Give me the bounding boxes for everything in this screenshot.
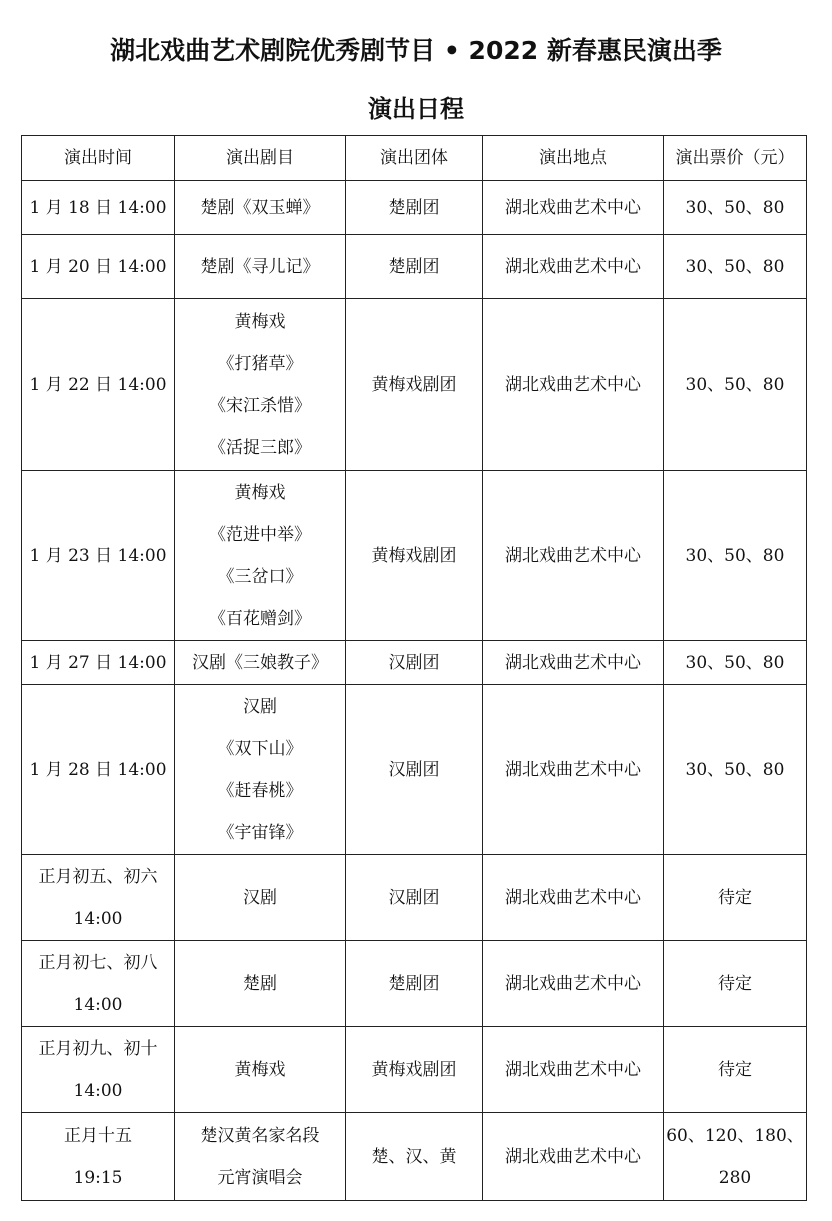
table-row <box>22 235 807 299</box>
cell-price-line: 280 <box>718 1167 752 1188</box>
cell-program-line: 黄梅戏 <box>234 482 286 503</box>
table-row <box>22 941 807 1027</box>
table-header-row <box>22 136 807 181</box>
cell-time-line: 正月初九、初十 <box>38 1038 158 1059</box>
cell-time <box>22 471 175 641</box>
cell-troupe: 楚、汉、黄 <box>346 1113 483 1201</box>
cell-troupe: 楚剧团 <box>346 181 483 235</box>
cell-venue: 湖北戏曲艺术中心 <box>483 1027 664 1113</box>
cell-price <box>664 181 807 235</box>
table-row <box>22 471 807 641</box>
cell-venue: 湖北戏曲艺术中心 <box>483 685 664 855</box>
cell-troupe: 黄梅戏剧团 <box>346 299 483 471</box>
cell-price <box>664 1027 807 1113</box>
cell-price <box>664 1113 807 1201</box>
cell-venue: 湖北戏曲艺术中心 <box>483 641 664 685</box>
cell-price-line: 30、50、80 <box>685 545 785 566</box>
cell-time-line: 正月初七、初八 <box>38 952 158 973</box>
cell-program <box>175 181 346 235</box>
column-header-time: 演出时间 <box>22 136 175 181</box>
page-subtitle: 演出日程 <box>368 95 464 123</box>
cell-price <box>664 471 807 641</box>
cell-program-line: 《宋江杀惜》 <box>209 395 311 416</box>
cell-program-line: 元宵演唱会 <box>217 1167 303 1188</box>
cell-time <box>22 181 175 235</box>
cell-troupe: 黄梅戏剧团 <box>346 1027 483 1113</box>
cell-troupe: 汉剧团 <box>346 641 483 685</box>
cell-program-line: 汉剧《三娘教子》 <box>192 652 328 673</box>
cell-program <box>175 941 346 1027</box>
cell-price <box>664 641 807 685</box>
cell-price <box>664 685 807 855</box>
cell-program-line: 《范进中举》 <box>209 524 311 545</box>
cell-program-line: 黄梅戏 <box>234 311 286 332</box>
cell-program <box>175 299 346 471</box>
table-row <box>22 299 807 471</box>
cell-venue: 湖北戏曲艺术中心 <box>483 855 664 941</box>
cell-price-line: 30、50、80 <box>685 256 785 277</box>
cell-time <box>22 1027 175 1113</box>
table-row <box>22 1113 807 1201</box>
table-row <box>22 855 807 941</box>
column-header-troupe: 演出团体 <box>346 136 483 181</box>
cell-price-line: 30、50、80 <box>685 652 785 673</box>
cell-troupe: 楚剧团 <box>346 941 483 1027</box>
column-header-price: 演出票价（元） <box>664 136 807 181</box>
cell-time <box>22 941 175 1027</box>
cell-program-line: 《活捉三郎》 <box>209 437 311 458</box>
cell-program <box>175 855 346 941</box>
cell-program-line: 楚剧《双玉蝉》 <box>200 197 320 218</box>
cell-time-line: 1 月 20 日 14:00 <box>29 256 167 277</box>
cell-price-line: 30、50、80 <box>685 759 785 780</box>
cell-time-line: 1 月 28 日 14:00 <box>29 759 167 780</box>
cell-program-line: 楚剧《寻儿记》 <box>200 256 320 277</box>
cell-venue: 湖北戏曲艺术中心 <box>483 235 664 299</box>
cell-program-line: 《宇宙锋》 <box>217 822 303 843</box>
cell-program <box>175 685 346 855</box>
cell-program <box>175 1113 346 1201</box>
cell-program <box>175 1027 346 1113</box>
cell-program-line: 汉剧 <box>243 696 277 717</box>
cell-time-line: 1 月 23 日 14:00 <box>29 545 167 566</box>
cell-time-line: 1 月 18 日 14:00 <box>29 197 167 218</box>
cell-program-line: 楚汉黄名家名段 <box>200 1125 320 1146</box>
cell-price-line: 待定 <box>718 973 752 994</box>
cell-time <box>22 299 175 471</box>
cell-price <box>664 941 807 1027</box>
cell-price-line: 待定 <box>718 887 752 908</box>
cell-program-line: 《双下山》 <box>217 738 303 759</box>
cell-time <box>22 235 175 299</box>
cell-price-line: 30、50、80 <box>685 197 785 218</box>
cell-price <box>664 855 807 941</box>
table-row <box>22 1027 807 1113</box>
page-title: 湖北戏曲艺术剧院优秀剧节目 • 2022 新春惠民演出季 <box>110 36 722 65</box>
cell-venue: 湖北戏曲艺术中心 <box>483 1113 664 1201</box>
table-row <box>22 685 807 855</box>
cell-price-line: 60、120、180、 <box>666 1125 804 1146</box>
cell-troupe: 汉剧团 <box>346 855 483 941</box>
cell-time-line: 14:00 <box>73 994 123 1015</box>
cell-time-line: 1 月 27 日 14:00 <box>29 652 167 673</box>
table-row <box>22 181 807 235</box>
schedule-table <box>21 135 807 1201</box>
cell-time <box>22 1113 175 1201</box>
cell-program-line: 《三岔口》 <box>217 566 303 587</box>
cell-program-line: 《百花赠剑》 <box>209 608 311 629</box>
cell-price <box>664 299 807 471</box>
cell-time-line: 正月十五 <box>64 1125 132 1146</box>
cell-program <box>175 235 346 299</box>
cell-program <box>175 471 346 641</box>
cell-venue: 湖北戏曲艺术中心 <box>483 299 664 471</box>
cell-venue: 湖北戏曲艺术中心 <box>483 181 664 235</box>
column-header-venue: 演出地点 <box>483 136 664 181</box>
cell-program-line: 黄梅戏 <box>234 1059 286 1080</box>
cell-troupe: 楚剧团 <box>346 235 483 299</box>
cell-price <box>664 235 807 299</box>
cell-program-line: 楚剧 <box>243 973 277 994</box>
cell-time-line: 1 月 22 日 14:00 <box>29 374 167 395</box>
cell-time-line: 14:00 <box>73 1080 123 1101</box>
cell-time <box>22 855 175 941</box>
cell-program-line: 汉剧 <box>243 887 277 908</box>
cell-price-line: 30、50、80 <box>685 374 785 395</box>
cell-program-line: 《打猪草》 <box>217 353 303 374</box>
cell-time-line: 14:00 <box>73 908 123 929</box>
column-header-program: 演出剧目 <box>175 136 346 181</box>
cell-troupe: 汉剧团 <box>346 685 483 855</box>
cell-venue: 湖北戏曲艺术中心 <box>483 471 664 641</box>
cell-program <box>175 641 346 685</box>
cell-troupe: 黄梅戏剧团 <box>346 471 483 641</box>
cell-program-line: 《赶春桃》 <box>217 780 303 801</box>
cell-time-line: 正月初五、初六 <box>38 866 158 887</box>
table-row <box>22 641 807 685</box>
cell-price-line: 待定 <box>718 1059 752 1080</box>
cell-venue: 湖北戏曲艺术中心 <box>483 941 664 1027</box>
cell-time <box>22 685 175 855</box>
cell-time-line: 19:15 <box>73 1167 123 1188</box>
cell-time <box>22 641 175 685</box>
